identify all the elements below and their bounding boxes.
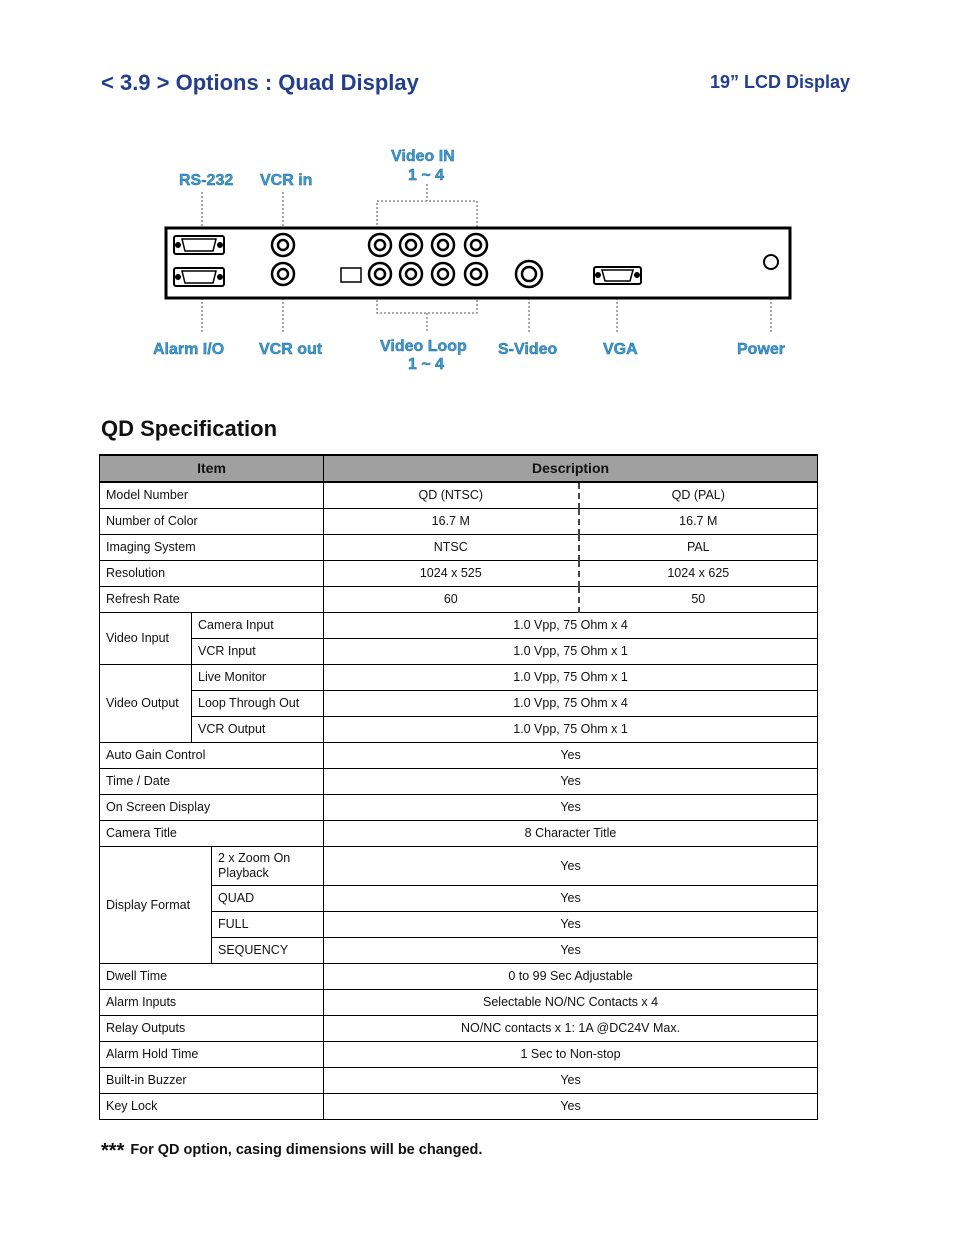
label-vcr-in: VCR in <box>260 172 313 189</box>
table-row <box>100 1094 818 1120</box>
label-video-in: Video IN <box>391 148 455 165</box>
row-label: Auto Gain Control <box>100 743 324 769</box>
cell-pal: 16.7 M <box>579 509 818 535</box>
row-sublabel: Camera Input <box>192 613 324 639</box>
header-item: Item <box>100 455 324 482</box>
cell-pal: 50 <box>579 587 818 613</box>
cell-value: Yes <box>324 743 818 769</box>
row-label: Built-in Buzzer <box>100 1068 324 1094</box>
table-row <box>100 561 818 587</box>
row-label: On Screen Display <box>100 795 324 821</box>
cell-pal: QD (PAL) <box>579 482 818 509</box>
row-sublabel: VCR Output <box>192 717 324 743</box>
label-video-loop-range: 1 ~ 4 <box>408 356 445 373</box>
row-sublabel: FULL <box>212 912 324 938</box>
row-label: Resolution <box>100 561 324 587</box>
cell-value: Yes <box>324 1094 818 1120</box>
cell-value: Selectable NO/NC Contacts x 4 <box>324 990 818 1016</box>
cell-value: Yes <box>324 769 818 795</box>
cell-value: Yes <box>324 795 818 821</box>
row-label: Key Lock <box>100 1094 324 1120</box>
table-row <box>100 613 818 639</box>
cell-value: 1 Sec to Non-stop <box>324 1042 818 1068</box>
rear-panel-diagram <box>140 140 800 380</box>
row-label: Display Format <box>100 847 212 964</box>
cell-value: 8 Character Title <box>324 821 818 847</box>
row-label: Refresh Rate <box>100 587 324 613</box>
header-description: Description <box>324 455 818 482</box>
row-label: Number of Color <box>100 509 324 535</box>
footnote-text: For QD option, casing dimensions will be changed. <box>130 1142 483 1158</box>
cell-value: 1.0 Vpp, 75 Ohm x 1 <box>324 717 818 743</box>
table-row <box>100 1068 818 1094</box>
cell-ntsc: 60 <box>324 587 579 613</box>
row-label: Camera Title <box>100 821 324 847</box>
row-label: Relay Outputs <box>100 1016 324 1042</box>
row-sublabel: Live Monitor <box>192 665 324 691</box>
cell-value: 1.0 Vpp, 75 Ohm x 4 <box>324 613 818 639</box>
row-label: Alarm Hold Time <box>100 1042 324 1068</box>
row-sublabel: VCR Input <box>192 639 324 665</box>
label-alarm-io: Alarm I/O <box>153 341 225 358</box>
cell-ntsc: NTSC <box>324 535 579 561</box>
row-label: Alarm Inputs <box>100 990 324 1016</box>
row-label: Video Input <box>100 613 192 665</box>
cell-value: Yes <box>324 1068 818 1094</box>
table-row <box>100 821 818 847</box>
table-row <box>100 691 818 717</box>
table-row <box>100 509 818 535</box>
cell-value: 1.0 Vpp, 75 Ohm x 1 <box>324 639 818 665</box>
label-video-loop: Video Loop <box>380 338 467 355</box>
cell-pal: PAL <box>579 535 818 561</box>
label-vga: VGA <box>603 341 638 358</box>
table-row <box>100 795 818 821</box>
spec-table <box>99 454 818 1120</box>
label-rs232: RS-232 <box>179 172 234 189</box>
cell-value: 1.0 Vpp, 75 Ohm x 4 <box>324 691 818 717</box>
label-vcr-out: VCR out <box>259 341 323 358</box>
cell-pal: 1024 x 625 <box>579 561 818 587</box>
table-row <box>100 482 818 509</box>
row-label: Dwell Time <box>100 964 324 990</box>
row-sublabel: QUAD <box>212 886 324 912</box>
table-row <box>100 535 818 561</box>
table-row <box>100 639 818 665</box>
table-row <box>100 990 818 1016</box>
cell-value: 1.0 Vpp, 75 Ohm x 1 <box>324 665 818 691</box>
footnote <box>101 1140 482 1163</box>
label-video-in-range: 1 ~ 4 <box>408 167 445 184</box>
product-name: 19” LCD Display <box>709 72 850 92</box>
row-sublabel: SEQUENCY <box>212 938 324 964</box>
table-row <box>100 847 818 886</box>
page-title: < 3.9 > Options : Quad Display <box>101 70 419 95</box>
cell-ntsc: QD (NTSC) <box>324 482 579 509</box>
table-row <box>100 717 818 743</box>
row-label: Imaging System <box>100 535 324 561</box>
cell-ntsc: 1024 x 525 <box>324 561 579 587</box>
table-row <box>100 743 818 769</box>
row-sublabel: 2 x Zoom On Playback <box>212 847 324 886</box>
cell-value: Yes <box>324 886 818 912</box>
cell-ntsc: 16.7 M <box>324 509 579 535</box>
row-label: Video Output <box>100 665 192 743</box>
label-power: Power <box>737 341 786 358</box>
cell-value: Yes <box>324 847 818 886</box>
table-header-row <box>100 455 818 482</box>
table-row <box>100 1042 818 1068</box>
cell-value: 0 to 99 Sec Adjustable <box>324 964 818 990</box>
row-label: Model Number <box>100 482 324 509</box>
table-row <box>100 665 818 691</box>
row-label: Time / Date <box>100 769 324 795</box>
table-row <box>100 964 818 990</box>
cell-value: NO/NC contacts x 1: 1A @DC24V Max. <box>324 1016 818 1042</box>
table-row <box>100 1016 818 1042</box>
row-sublabel: Loop Through Out <box>192 691 324 717</box>
table-row <box>100 587 818 613</box>
label-svideo: S-Video <box>498 341 558 358</box>
cell-value: Yes <box>324 912 818 938</box>
spec-title: QD Specification <box>101 416 278 441</box>
cell-value: Yes <box>324 938 818 964</box>
table-row <box>100 769 818 795</box>
footnote-marker: *** <box>101 1140 125 1162</box>
